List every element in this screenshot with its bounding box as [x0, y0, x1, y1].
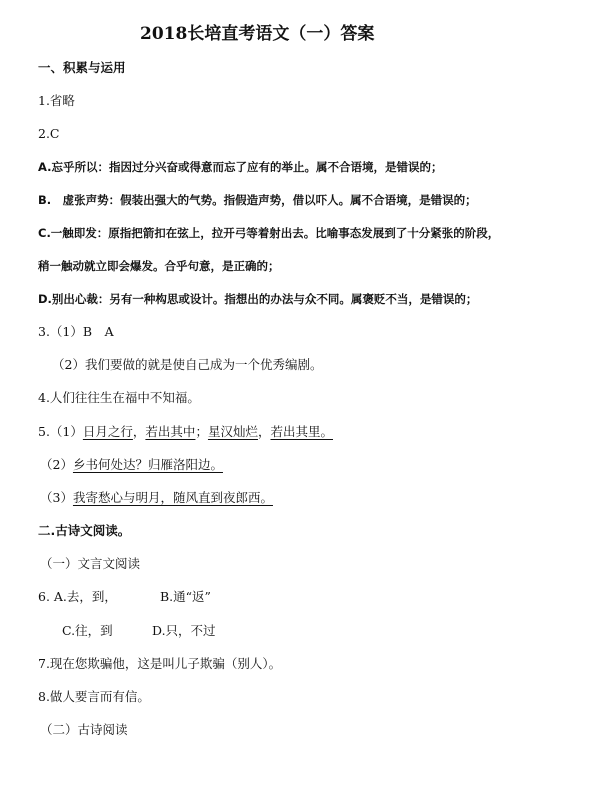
answer-6-line-2-d: D.只，不过: [152, 623, 216, 638]
answer-5-part-3-prefix: （3）: [40, 490, 73, 505]
answer-3-part-1: 3.（1）B A: [38, 324, 114, 339]
subsection-ancient-poetry: （二）古诗阅读: [40, 722, 128, 737]
answer-4: 4.人们往往生在福中不知福。: [38, 390, 200, 405]
answer-5-part-2-prefix: （2）: [40, 457, 73, 472]
answer-5-part-2-text: 乡书何处达？归雁洛阳边。: [72, 457, 223, 472]
answer-2-option-b: B. 虚张声势：假装出强大的气势。指假造声势，借以吓人。属不合语境，是错误的；: [38, 193, 477, 207]
answer-5-part-1-sep-1: ，: [132, 424, 146, 439]
answer-6-line-1-a: 6. A.去，到，: [38, 589, 117, 604]
answer-6-line-2-c: C.往，到: [62, 623, 113, 638]
answer-8: 8.做人要言而有信。: [38, 689, 150, 704]
answer-5-part-1-sep-2: ；: [195, 424, 208, 439]
answer-2-option-a: A.忘乎所以：指因过分兴奋或得意而忘了应有的举止。属不合语境，是错误的；: [38, 160, 443, 174]
answer-5-part-1-phrase-b: 若出其中: [145, 424, 196, 439]
answer-5-part-1-prefix: 5.（1）: [38, 424, 83, 439]
answer-1: 1.省略: [38, 93, 75, 108]
section-1-heading: 一、积累与运用: [38, 60, 126, 75]
answer-5-part-1: [38, 424, 333, 440]
page-title: 2018长培直考语文（一）答案: [140, 24, 375, 44]
subsection-classical-prose: （一）文言文阅读: [40, 556, 141, 571]
answer-5-part-1-phrase-a: 日月之行: [82, 424, 133, 439]
answer-6-line-1-b: B.通“返”: [160, 589, 211, 604]
answer-5-part-3-text: 我寄愁心与明月，随风直到夜郎西。: [72, 490, 273, 505]
answer-2-option-c-line1: C.一触即发：原指把箭扣在弦上，拉开弓等着射出去。比喻事态发展到了十分紧张的阶段，: [38, 226, 500, 240]
answer-3-part-2: （2）我们要做的就是使自己成为一个优秀编剧。: [52, 357, 323, 372]
answer-2-option-d: D.别出心裁：另有一种构思或设计。指想出的办法与众不同。属褒贬不当，是错误的；: [38, 292, 478, 306]
answer-2-option-c-line2: 稍一触动就立即会爆发。合乎句意，是正确的；: [38, 259, 280, 273]
answer-5-part-3: [40, 490, 273, 506]
answer-5-part-1-phrase-c: 星汉灿烂: [207, 424, 258, 439]
answer-5-part-1-sep-3: ，: [257, 424, 271, 439]
section-2-heading: 二.古诗文阅读。: [38, 523, 131, 538]
answer-2: 2.C: [38, 126, 60, 141]
answer-7: 7.现在您欺骗他，这是叫儿子欺骗（别人）。: [38, 656, 282, 671]
answer-5-part-2: [40, 457, 223, 473]
answer-5-part-1-phrase-d: 若出其里。: [270, 424, 333, 439]
